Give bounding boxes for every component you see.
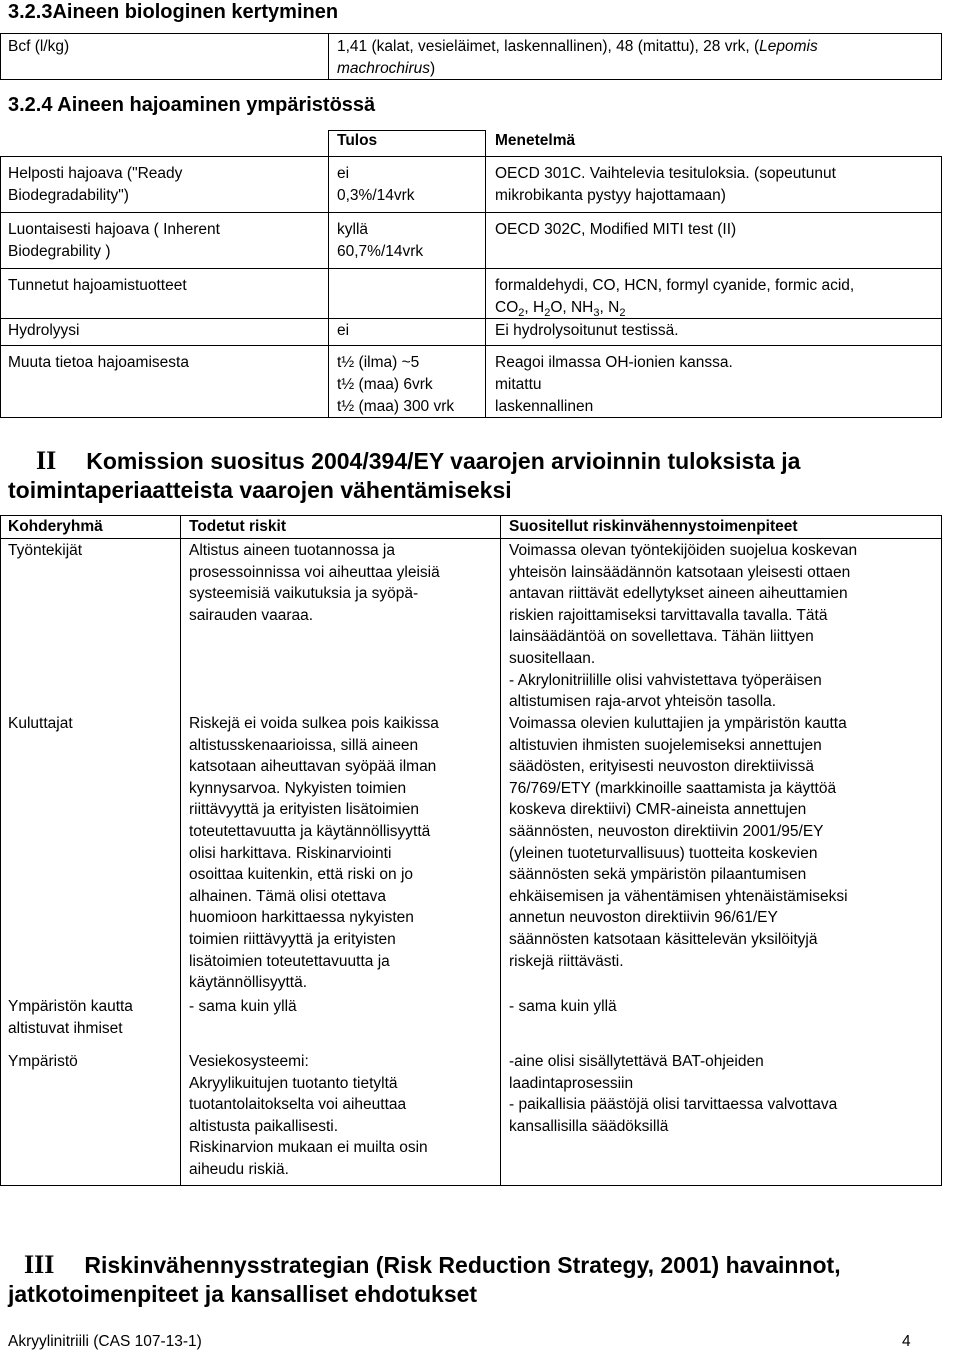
risk-row-group: Ympäristön kautta altistuvat ihmiset	[8, 998, 133, 1037]
col-menetelma: Menetelmä	[495, 132, 576, 149]
grid-line	[485, 130, 486, 418]
degradation-row-label: Muuta tietoa hajoamisesta	[8, 354, 189, 371]
section-iii-title: III Riskinvähennysstrategian (Risk Reduction Strategy, 2001) havainnot, jatkotoimenpiteet ja kansalliset ehdotukset	[8, 1250, 841, 1307]
degradation-row-label: Tunnetut hajoamistuotteet	[8, 277, 187, 294]
risk-row-measures: Voimassa olevan työntekijöiden suojelua koskevan yhteisön lainsäädännön katsotaan yleisesti ottaen antavan riittävät edellytykset aineen aiheuttamien riskien rajoittamiseksi tarvittavalla tavalla. Tätä lainsäädäntöä on sovellettava. Tähän liittyen suositellaan. - Akrylonitriilille olisi vahvistettava työperäisen altistumisen raja-arvot yhteisön tasolla.	[509, 542, 858, 711]
grid-line	[0, 417, 942, 418]
grid-line	[941, 156, 942, 418]
risk-row-group: Ympäristö	[8, 1053, 78, 1070]
degradation-row-result: ei	[337, 322, 350, 339]
bcf-label: Bcf (l/kg)	[8, 38, 70, 55]
risk-row-risks: Vesiekosysteemi: Akryylikuitujen tuotanto tietyltä tuotantolaitokselta voi aiheuttaa altistusta paikallisesti. Riskinarvion mukaan ei muilta osin aiheudu riskiä.	[189, 1053, 428, 1178]
degradation-row-method: formaldehydi, CO, HCN, formyl cyanide, formic acid, $CO_2$, $H_2O$, $NH_3$, $N_2$	[495, 277, 855, 319]
grid-line	[180, 515, 181, 1186]
section-323-title: 3.2.3Aineen biologinen kertyminen	[8, 1, 339, 23]
bcf-value: 1,41 (kalat, vesieläimet, laskennallinen), 48 (mitattu), 28 vrk, (Lepomis machrochirus)	[337, 38, 818, 77]
risk-header-group: Kohderyhmä	[8, 518, 103, 535]
degradation-row-result: t½ (ilma) ~5 t½ (maa) 6vrk t½ (maa) 300 vrk	[337, 354, 455, 415]
risk-row-measures: -aine olisi sisällytettävä BAT-ohjeiden laadintaprosessiin - paikallisia päästöjä olisi tarvittaessa valvottava kansallisilla säädöksillä	[509, 1053, 838, 1135]
risk-row-measures: - sama kuin yllä	[509, 998, 617, 1015]
grid-line	[0, 538, 942, 539]
degradation-row-result: kyllä 60,7%/14vrk	[337, 221, 424, 260]
risk-row-risks: Riskejä ei voida sulkea pois kaikissa altistusskenaarioissa, sillä aineen katsotaan aiheuttavan syöpää ilman kynnysarvoa. Nykyisten toimien riittävyyttä ja erityisten lisätoimien toteutettavuutta ja käytännöllisyyttä olisi harkittava. Riskinarviointi osoittaa kuitenkin, että riski on jo alhainen. Tämä olisi otettava huomioon harkittaessa nykyisten toimien riittävyyttä ja erityisten lisätoimien toteutettavuutta ja käytännöllisyyttä.	[189, 715, 439, 992]
col-tulos: Tulos	[337, 132, 378, 149]
grid-line	[500, 515, 501, 1186]
risk-row-risks: - sama kuin yllä	[189, 998, 297, 1015]
degradation-row-label: Hydrolyysi	[8, 322, 80, 339]
grid-line	[328, 130, 486, 131]
footer-document-name: Akryylinitriili (CAS 107-13-1)	[8, 1333, 202, 1350]
risk-row-measures: Voimassa olevien kuluttajien ja ympäristön kautta altistuvien ihmisten suojelemiseksi annettujen säädösten, erityisesti neuvoston direktiivissä 76/769/ETY (markkinoille saattamista ja käyttöä koskeva direktiivi) CMR-aineista annettujen säännösten, neuvoston direktiivin 2001/95/EY (yleinen tuoteturvallisuus) tuotteita koskevien säännösten sekä ympäristön pilaantumisen ehkäisemisen ja vähentämisen yhtenäistämiseksi annetun neuvoston direktiivin 96/61/EY säännösten katsotaan käsittelevän yksilöityjä riskejä riittävästi.	[509, 715, 848, 970]
grid-line	[0, 212, 942, 213]
degradation-row-method: Ei hydrolysoitunut testissä.	[495, 322, 679, 339]
section-iii-numeral: III	[24, 1250, 55, 1279]
risk-header-measures: Suositellut riskinvähennystoimenpiteet	[509, 518, 798, 535]
section-324-title: 3.2.4 Aineen hajoaminen ympäristössä	[8, 94, 376, 116]
risk-header-risks: Todetut riskit	[189, 518, 287, 535]
risk-row-group: Kuluttajat	[8, 715, 73, 732]
grid-line	[0, 156, 1, 418]
degradation-row-label: Helposti hajoava ("Ready Biodegradability")	[8, 165, 183, 204]
grid-line	[328, 130, 329, 418]
section-ii-numeral: II	[36, 446, 57, 475]
section-ii-title: II Komission suositus 2004/394/EY vaarojen arvioinnin tuloksista ja toimintaperiaatteista vaarojen vähentämiseksi	[8, 446, 801, 503]
bcf-divider	[328, 33, 329, 80]
risk-row-group: Työntekijät	[8, 542, 83, 559]
risk-row-risks: Altistus aineen tuotannossa ja prosessoinnissa voi aiheuttaa yleisiä systeemisiä vaikutuksia ja syöpä- sairauden vaaraa.	[189, 542, 440, 624]
grid-line	[0, 156, 942, 157]
degradation-row-result: ei 0,3%/14vrk	[337, 165, 415, 204]
degradation-row-method: OECD 301C. Vaihtelevia tesituloksia. (sopeutunut mikrobikanta pystyy hajottamaan)	[495, 165, 836, 204]
degradation-row-label: Luontaisesti hajoava ( Inherent Biodegrability )	[8, 221, 220, 260]
degradation-row-method: OECD 302C, Modified MITI test (II)	[495, 221, 737, 238]
footer-page-number: 4	[902, 1333, 911, 1350]
degradation-row-method: Reagoi ilmassa OH-ionien kanssa. mitattu laskennallinen	[495, 354, 733, 415]
grid-line	[0, 268, 942, 269]
grid-line	[0, 345, 942, 346]
